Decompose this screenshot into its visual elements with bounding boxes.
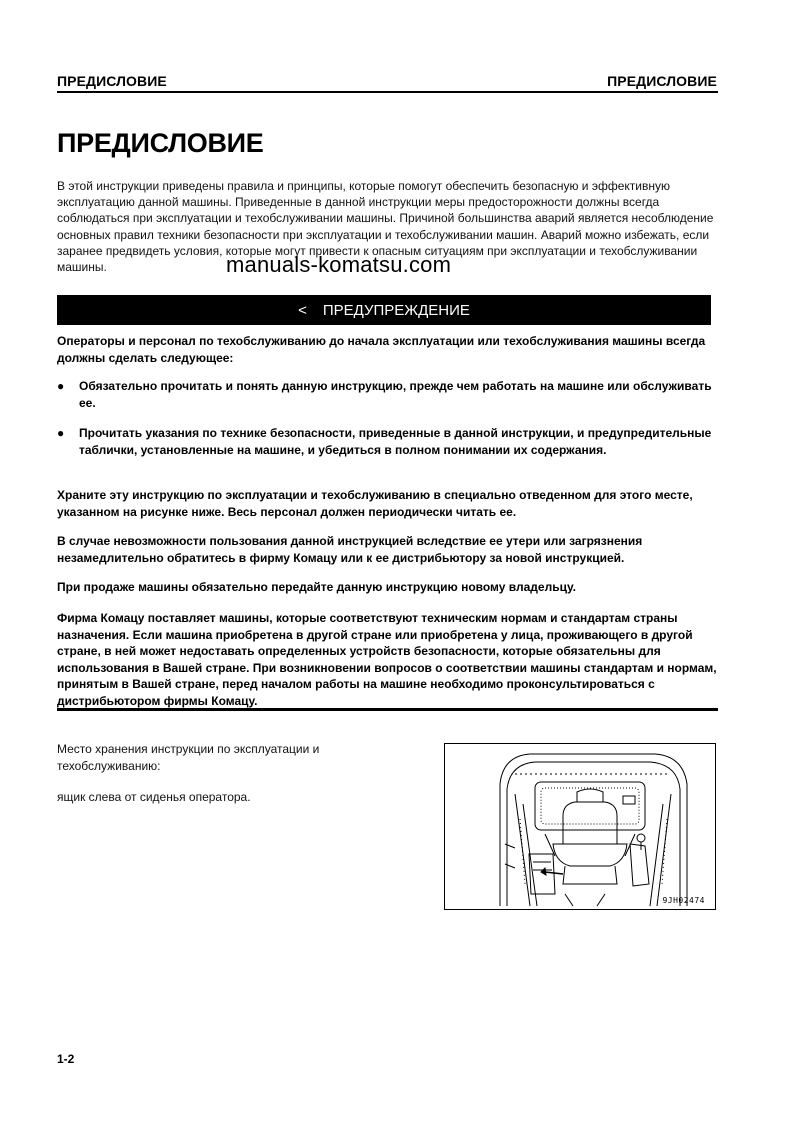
running-header-right: ПРЕДИСЛОВИЕ: [607, 73, 717, 89]
cab-figure: [444, 743, 716, 910]
storage-location: ящик слева от сиденья оператора.: [57, 790, 251, 804]
warning-paragraph: В случае невозможности пользования данной инструкцией вследствие ее утери или загрязнения незамедлительно обратитесь в фирму Комацу или к ее дистрибьютору за новой инструкцией.: [57, 534, 643, 565]
figure-code: 9JH02474: [662, 896, 705, 905]
pointer-arrowhead: [541, 868, 546, 875]
storage-label: Место хранения инструкции по эксплуатации и техобслуживанию:: [57, 742, 320, 773]
warning-banner: [57, 295, 711, 325]
left-pillar: [515, 794, 537, 906]
joystick-knob: [637, 834, 645, 842]
seat-headrest: [577, 789, 603, 802]
bullet-icon: ●: [57, 379, 65, 393]
warning-bullet: [57, 378, 717, 412]
warning-bullet-text: Обязательно прочитать и понять данную инструкцию, прежде чем работать на машине или обслуживать ее.: [79, 379, 712, 410]
pedals: [565, 894, 605, 906]
warning-label: ПРЕДУПРЕЖДЕНИЕ: [322, 301, 470, 319]
warning-paragraph: При продаже машины обязательно передайте данную инструкцию новому владельцу.: [57, 580, 576, 594]
pointer-arrow: [545, 872, 563, 874]
right-console: [630, 844, 649, 886]
seat-cushion: [553, 844, 627, 866]
cab-interior-illustration: [445, 744, 715, 909]
watermark: manuals-komatsu.com: [226, 252, 452, 277]
seat-back: [563, 802, 617, 844]
warning-paragraph: Фирма Комацу поставляет машины, которые соответствуют техническим нормам и стандартам страны назначения. Если машина приобретена в другой стране или приобретена у лица, проживающего в другой стране, в ней может недоставать определенных устройств безопасности, которые обязательны для использования в Вашей стране. При возникновении вопросов о соответствии машины стандартам и нормам, принятым в Вашей стране, перед началом работы на машине необходимо проконсультироваться с дистрибьютором фирмы Комацу.: [57, 611, 717, 708]
running-header-left: ПРЕДИСЛОВИЕ: [57, 73, 167, 89]
page-number: 1-2: [57, 1052, 75, 1066]
header-rule: [57, 91, 718, 93]
control-panel: [623, 796, 635, 804]
section-divider: [57, 708, 718, 711]
page-title: ПРЕДИСЛОВИЕ: [57, 128, 264, 158]
seat-base: [563, 866, 617, 884]
warning-icon: <: [298, 301, 307, 319]
warning-paragraph: Храните эту инструкцию по эксплуатации и техобслуживанию в специально отведенном для этого месте, указанном на рисунке ниже. Весь персонал должен периодически читать ее.: [57, 488, 693, 519]
warning-lead: Операторы и персонал по техобслуживанию до начала эксплуатации или техобслуживания машины всегда должны сделать следующее:: [57, 334, 706, 365]
armrests: [545, 834, 635, 856]
warning-bullet-text: Прочитать указания по технике безопасности, приведенные в данной инструкции, и предупредительные таблички, установленные на машине, и убедиться в полном понимании их содержания.: [79, 426, 712, 457]
rear-window-inner: [541, 788, 639, 824]
bullet-icon: ●: [57, 426, 65, 440]
right-pillar: [650, 794, 671, 906]
intro-paragraph: В этой инструкции приведены правила и принципы, которые помогут обеспечить безопасную и эффективную эксплуатацию данной машины. Приведенные в данной инструкции меры предосторожности должны всегда соблюдаться при эксплуатации и техобслуживании машины. Причиной большинства аварий является несоблюдение основных правил техники безопасности при эксплуатации и техобслуживании машин. Аварий можно избежать, если заранее предвидеть условия, которые могут привести к опасным ситуациям при эксплуатации и техобслуживании машины.: [57, 179, 714, 275]
storage-box-lines: [533, 862, 552, 870]
warning-bullet: [57, 425, 717, 459]
